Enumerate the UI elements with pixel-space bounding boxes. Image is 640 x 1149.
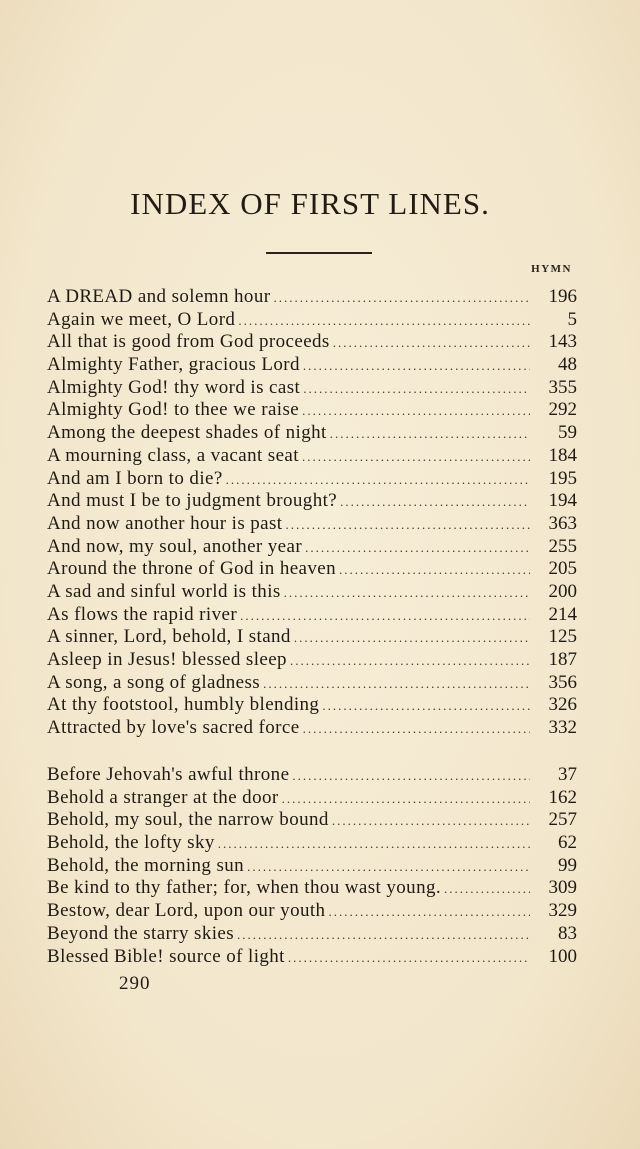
hymn-number: 332 [548, 717, 577, 739]
hymn-number: 257 [548, 809, 577, 831]
first-line-text: All that is good from God proceeds [47, 331, 330, 353]
dot-leader [339, 559, 530, 582]
index-entry [47, 468, 577, 491]
first-line-text: Asleep in Jesus! blessed sleep [47, 649, 287, 670]
dot-leader [302, 446, 530, 469]
index-entry [47, 490, 577, 513]
hymn-number: 5 [567, 308, 577, 330]
hymn-number: 37 [558, 764, 577, 785]
first-line-text: Behold, the morning sun [47, 854, 245, 876]
index-entry [47, 331, 577, 354]
hymn-number: 200 [548, 580, 577, 602]
first-line-text: Behold, my soul, the narrow bound [47, 809, 329, 831]
index-entry [47, 923, 577, 946]
hymn-number: 143 [548, 331, 577, 353]
index-entry [47, 900, 577, 923]
hymn-number: 355 [548, 376, 577, 398]
index-entry [47, 855, 577, 878]
hymn-number: 184 [548, 444, 577, 466]
first-line-text: And am I born to die? [47, 467, 223, 489]
index-entry [47, 764, 577, 787]
index-entry [47, 717, 577, 740]
hymn-number: 292 [548, 399, 577, 421]
hymn-number: 309 [548, 877, 577, 899]
hymn-number: 59 [558, 422, 577, 444]
dot-leader [294, 627, 530, 650]
index-entry [47, 877, 577, 900]
index-entry [47, 558, 577, 581]
first-line-text: Almighty God! to thee we raise [47, 399, 300, 421]
index-entry [47, 399, 577, 422]
hymn-number: 205 [548, 558, 577, 580]
hymn-number: 363 [548, 512, 577, 534]
hymn-number: 326 [548, 694, 577, 716]
first-line-text: Bestow, dear Lord, upon our youth [47, 900, 326, 922]
index-entry [47, 946, 577, 969]
first-line-text: A mourning class, a vacant seat [47, 444, 299, 466]
title-rule [266, 252, 372, 254]
hymn-number: 195 [548, 467, 577, 489]
index-entry [47, 581, 577, 604]
hymn-number: 214 [548, 603, 577, 625]
hymn-column-header: HYMN [531, 263, 572, 275]
index-entry [47, 445, 577, 468]
hymn-number: 194 [548, 490, 577, 512]
first-line-text: Among the deepest shades of night [47, 422, 327, 444]
first-line-text: Before Jehovah's awful throne [47, 764, 290, 785]
dot-leader [284, 582, 530, 605]
index-entry [47, 809, 577, 832]
dot-leader [328, 901, 530, 924]
hymn-number: 196 [548, 286, 577, 307]
index-entry [47, 672, 577, 695]
index-entry [47, 832, 577, 855]
first-line-text: Again we meet, O Lord [47, 308, 236, 330]
page-number: 290 [119, 973, 151, 994]
index-entry [47, 626, 577, 649]
index-entry [47, 286, 577, 309]
first-line-text: Almighty God! thy word is cast [47, 376, 301, 398]
hymn-number: 187 [548, 649, 577, 670]
index-entry [47, 513, 577, 536]
dot-leader [247, 856, 530, 879]
index-entry [47, 309, 577, 332]
index-entry [47, 536, 577, 559]
index-entry [47, 422, 577, 445]
first-line-text: And now, my soul, another year [47, 535, 303, 557]
dot-leader [218, 833, 530, 856]
dot-leader [238, 310, 530, 333]
index-entry [47, 787, 577, 810]
dot-leader [273, 287, 530, 310]
first-line-text: A sad and sinful world is this [47, 580, 281, 602]
hymn-number: 99 [558, 854, 577, 876]
first-line-text: A DREAD and solemn hour [47, 286, 271, 307]
dot-leader [263, 673, 530, 696]
dot-leader [285, 514, 530, 537]
hymn-number: 329 [548, 900, 577, 922]
page-title: INDEX OF FIRST LINES. [130, 186, 490, 221]
first-line-text: A song, a song of gladness [47, 671, 261, 693]
dot-leader [330, 423, 530, 446]
dot-leader [305, 537, 530, 560]
first-line-text: A sinner, Lord, behold, I stand [47, 626, 291, 648]
first-line-text: Be kind to thy father; for, when thou wast young. [47, 877, 442, 899]
index-entry [47, 649, 577, 672]
first-line-text: At thy footstool, humbly blending [47, 694, 320, 716]
dot-leader [322, 695, 530, 718]
dot-leader [340, 491, 530, 514]
dot-leader [302, 400, 530, 423]
first-line-text: Behold, the lofty sky [47, 832, 215, 854]
hymn-number: 162 [548, 786, 577, 808]
dot-leader [333, 332, 530, 355]
dot-leader [290, 650, 530, 673]
hymn-number: 255 [548, 535, 577, 557]
index-list-a [47, 286, 577, 740]
first-line-text: Attracted by love's sacred force [47, 717, 300, 739]
first-line-text: Behold a stranger at the door [47, 786, 279, 808]
index-entry [47, 694, 577, 717]
dot-leader [240, 605, 530, 628]
first-line-text: And must I be to judgment brought? [47, 490, 338, 512]
dot-leader [292, 765, 530, 788]
dot-leader [226, 469, 530, 492]
first-line-text: As flows the rapid river [47, 603, 238, 625]
index-entry [47, 354, 577, 377]
first-line-text: Around the throne of God in heaven [47, 558, 337, 580]
dot-leader [237, 924, 530, 947]
index-list-b [47, 764, 577, 968]
hymn-number: 48 [558, 354, 577, 376]
first-line-text: Blessed Bible! source of light [47, 945, 285, 967]
hymn-number: 62 [558, 832, 577, 854]
dot-leader [303, 355, 530, 378]
hymn-number: 125 [548, 626, 577, 648]
first-line-text: Almighty Father, gracious Lord [47, 354, 300, 376]
hymn-number: 83 [558, 922, 577, 944]
index-entry [47, 377, 577, 400]
dot-leader [444, 878, 530, 901]
first-line-text: And now another hour is past [47, 512, 283, 534]
hymn-number: 356 [548, 671, 577, 693]
dot-leader [303, 718, 530, 741]
first-line-text: Beyond the starry skies [47, 922, 235, 944]
dot-leader [303, 378, 530, 401]
dot-leader [332, 810, 530, 833]
dot-leader [288, 947, 530, 970]
hymn-number: 100 [548, 945, 577, 967]
index-entry [47, 604, 577, 627]
dot-leader [282, 788, 530, 811]
